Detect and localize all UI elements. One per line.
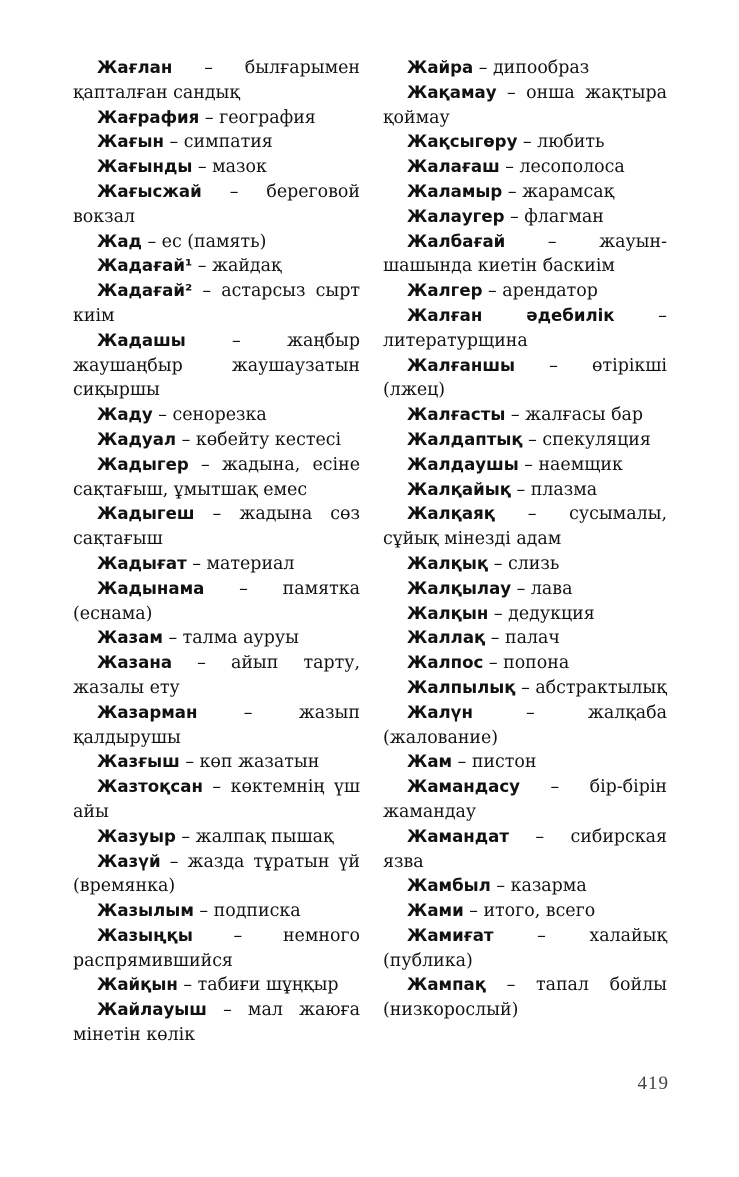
entry-definition: – наемщик — [518, 454, 623, 475]
entry-definition: – симпатия — [164, 132, 273, 153]
entry-headword: Жалаугер — [407, 206, 505, 226]
dictionary-entry — [383, 626, 667, 651]
entry-headword: Жалқайық — [407, 479, 512, 499]
dictionary-entry — [383, 56, 667, 81]
dictionary-entry — [73, 254, 360, 279]
dictionary-entry — [383, 354, 667, 404]
entry-headword: Жалқаяқ — [407, 504, 496, 524]
entry-definition: – попона — [483, 653, 570, 674]
entry-definition: – итого, всего — [463, 901, 596, 922]
entry-headword: Жағрафия — [97, 107, 200, 127]
entry-headword: Жад — [97, 231, 142, 251]
dictionary-entry — [383, 602, 667, 627]
entry-headword: Жақамау — [407, 82, 497, 102]
dictionary-entry — [383, 676, 667, 701]
dictionary-entry — [73, 453, 360, 503]
entry-headword: Жадынама — [97, 578, 205, 598]
entry-definition: – литературщина — [383, 305, 667, 351]
entry-definition: – жайдақ — [192, 256, 282, 277]
entry-definition: – немного распрямившийся — [73, 925, 360, 971]
dictionary-entry — [73, 106, 360, 131]
entry-headword: Жаламыр — [407, 181, 503, 201]
dictionary-entry — [73, 626, 360, 651]
entry-definition: – лава — [511, 578, 573, 599]
entry-headword: Жалғаншы — [407, 355, 515, 375]
dictionary-entry — [383, 81, 667, 131]
entry-headword: Жадағай² — [97, 281, 193, 301]
entry-definition: – жазып қалдырушы — [73, 702, 360, 748]
entry-definition: – өтірікші (лжец) — [383, 355, 667, 401]
entry-headword: Жайлауыш — [97, 1000, 207, 1020]
entry-headword: Жамандасу — [407, 777, 520, 797]
entry-headword: Жалпос — [407, 653, 484, 673]
dictionary-entry — [73, 775, 360, 825]
entry-headword: Жалқық — [407, 553, 489, 573]
entry-headword: Жазарман — [97, 702, 198, 722]
entry-definition: – ес (память) — [141, 231, 267, 252]
dictionary-entry — [383, 651, 667, 676]
dictionary-entry — [73, 56, 360, 106]
entry-definition: – плазма — [511, 479, 598, 500]
entry-definition: – көбейту кестесі — [176, 429, 342, 450]
entry-definition: – мазок — [192, 157, 267, 178]
entry-headword: Жалағаш — [407, 157, 500, 177]
entry-headword: Жамбыл — [407, 876, 491, 896]
entry-definition: – сибирская язва — [383, 826, 667, 872]
dictionary-entry — [383, 775, 667, 825]
left-column — [73, 56, 360, 1048]
entry-headword: Жалғасты — [407, 405, 506, 425]
entry-headword: Жағын — [97, 132, 164, 152]
entry-definition: – табиғи шұңқыр — [177, 975, 339, 996]
dictionary-entry — [383, 478, 667, 503]
dictionary-entry — [383, 453, 667, 478]
dictionary-entry — [73, 329, 360, 403]
entry-headword: Жалпылық — [407, 677, 516, 697]
entry-definition: – жаңбыр жаушаңбыр жаушаузатын сиқыршы — [73, 330, 360, 401]
entry-definition: – арендатор — [482, 281, 598, 302]
entry-headword: Жами — [407, 901, 464, 921]
entry-headword: Жамандат — [407, 826, 509, 846]
entry-headword: Жампақ — [407, 975, 486, 995]
entry-definition: – лесополоса — [499, 157, 625, 178]
entry-definition: – палач — [485, 628, 560, 649]
entry-definition: – казарма — [490, 876, 587, 897]
entry-headword: Жазтоқсан — [97, 777, 203, 797]
entry-headword: Жақсыгөру — [407, 132, 518, 152]
entry-headword: Жалқылау — [407, 578, 512, 598]
entry-headword: Жазыңқы — [97, 925, 193, 945]
dictionary-entry — [73, 428, 360, 453]
page-number: 419 — [637, 1073, 669, 1094]
entry-definition: – береговой вокзал — [73, 181, 360, 227]
entry-definition: – көктемнің үш айы — [73, 777, 360, 822]
entry-headword: Жаллақ — [407, 628, 486, 648]
dictionary-entry — [73, 552, 360, 577]
entry-definition: – мал жаюға мінетін көлік — [73, 1000, 360, 1046]
entry-definition: – сусымалы, сұйық мінезді адам — [383, 504, 667, 550]
entry-definition: – жадына сөз сақтағыш — [73, 504, 360, 550]
dictionary-entry — [73, 825, 360, 850]
entry-headword: Жалгер — [407, 281, 483, 301]
entry-headword: Жадыгер — [97, 454, 189, 474]
entry-definition: – былғарымен қапталған сандық — [73, 58, 360, 103]
entry-headword: Жалған әдебилік — [407, 305, 615, 325]
dictionary-entry — [73, 230, 360, 255]
dictionary-entry — [73, 403, 360, 428]
dictionary-entry — [73, 180, 360, 230]
dictionary-entry — [383, 428, 667, 453]
entry-definition: – көп жазатын — [179, 752, 320, 773]
entry-headword: Жам — [407, 752, 453, 772]
entry-headword: Жадашы — [97, 330, 186, 350]
dictionary-entry — [383, 304, 667, 354]
dictionary-entry — [73, 998, 360, 1048]
entry-headword: Жадуал — [97, 429, 177, 449]
dictionary-entry — [383, 973, 667, 1023]
entry-definition: – материал — [186, 553, 295, 574]
entry-definition: – флагман — [504, 206, 604, 227]
entry-headword: Жазғыш — [97, 752, 180, 772]
dictionary-entry — [73, 279, 360, 329]
entry-definition: – жазда тұратын үй (времянка) — [73, 851, 360, 897]
entry-headword: Жазам — [97, 628, 163, 648]
dictionary-entry — [73, 155, 360, 180]
entry-definition: – халайық (публика) — [383, 925, 667, 971]
entry-definition: – бір-бірін жамандау — [383, 777, 667, 822]
entry-definition: – сенорезка — [152, 405, 267, 426]
entry-headword: Жалбағай — [407, 231, 506, 251]
entry-headword: Жалдаушы — [407, 454, 519, 474]
dictionary-entry — [73, 130, 360, 155]
entry-headword: Жалүн — [407, 702, 473, 722]
dictionary-entry — [73, 502, 360, 552]
dictionary-entry — [383, 825, 667, 875]
entry-definition: – жалпақ пышақ — [175, 826, 334, 847]
entry-headword: Жазуыр — [97, 826, 176, 846]
entry-definition: – жалқаба (жалование) — [383, 702, 667, 748]
entry-headword: Жалқын — [407, 603, 489, 623]
entry-definition: – памятка (еснама) — [73, 578, 360, 624]
dictionary-entry — [73, 577, 360, 627]
entry-definition: – пистон — [452, 752, 537, 773]
dictionary-entry — [73, 701, 360, 751]
entry-headword: Жазана — [97, 653, 173, 673]
entry-definition: – подписка — [193, 901, 301, 922]
dictionary-entry — [73, 973, 360, 998]
entry-headword: Жағлан — [97, 58, 173, 77]
entry-headword: Жайқын — [97, 975, 178, 995]
dictionary-entry — [383, 403, 667, 428]
dictionary-entry — [383, 899, 667, 924]
dictionary-entry — [383, 205, 667, 230]
entry-definition: – жадына, есіне сақтағыш, ұмытшақ емес — [73, 454, 360, 500]
entry-definition: – любить — [517, 132, 605, 153]
dictionary-entry — [73, 750, 360, 775]
entry-definition: – жауын-шашында киетін баскиім — [383, 231, 667, 277]
dictionary-entry — [383, 701, 667, 751]
entry-definition: – жалғасы бар — [505, 405, 644, 426]
entry-definition: – дедукция — [488, 603, 595, 624]
entry-headword: Жадағай¹ — [97, 256, 193, 276]
entry-headword: Жаду — [97, 405, 153, 425]
entry-headword: Жайра — [407, 58, 474, 77]
entry-headword: Жадыгеш — [97, 504, 195, 524]
entry-headword: Жағысжай — [97, 181, 202, 201]
entry-definition: – айып тарту, жазалы ету — [73, 653, 360, 698]
dictionary-entry — [383, 577, 667, 602]
entry-definition: – жарамсақ — [502, 181, 615, 202]
entry-definition: – талма ауруы — [162, 628, 299, 649]
right-column — [383, 56, 667, 1023]
entry-definition: – спекуляция — [522, 429, 651, 450]
dictionary-entry — [383, 874, 667, 899]
dictionary-entry — [73, 899, 360, 924]
dictionary-entry — [73, 850, 360, 900]
entry-headword: Жалдаптық — [407, 429, 523, 449]
dictionary-entry — [383, 155, 667, 180]
entry-definition: – география — [199, 107, 316, 128]
entry-headword: Жазылым — [97, 901, 194, 921]
dictionary-entry — [383, 230, 667, 280]
entry-definition: – онша жақтыра қоймау — [383, 82, 667, 128]
entry-definition: – абстрактылық — [515, 677, 667, 698]
entry-headword: Жазүй — [97, 851, 161, 871]
entry-headword: Жағынды — [97, 157, 193, 177]
entry-definition: – астарсыз сырт киім — [73, 281, 360, 326]
dictionary-entry — [73, 924, 360, 974]
dictionary-entry — [73, 651, 360, 701]
dictionary-entry — [383, 180, 667, 205]
entry-definition: – тапал бойлы (низкорослый) — [383, 975, 667, 1021]
dictionary-entry — [383, 924, 667, 974]
dictionary-entry — [383, 279, 667, 304]
entry-headword: Жадығат — [97, 553, 187, 573]
dictionary-entry — [383, 502, 667, 552]
entry-definition: – слизь — [488, 553, 560, 574]
dictionary-entry — [383, 552, 667, 577]
entry-headword: Жамиғат — [407, 925, 494, 945]
entry-definition: – дипообраз — [473, 58, 590, 78]
dictionary-entry — [383, 750, 667, 775]
dictionary-entry — [383, 130, 667, 155]
